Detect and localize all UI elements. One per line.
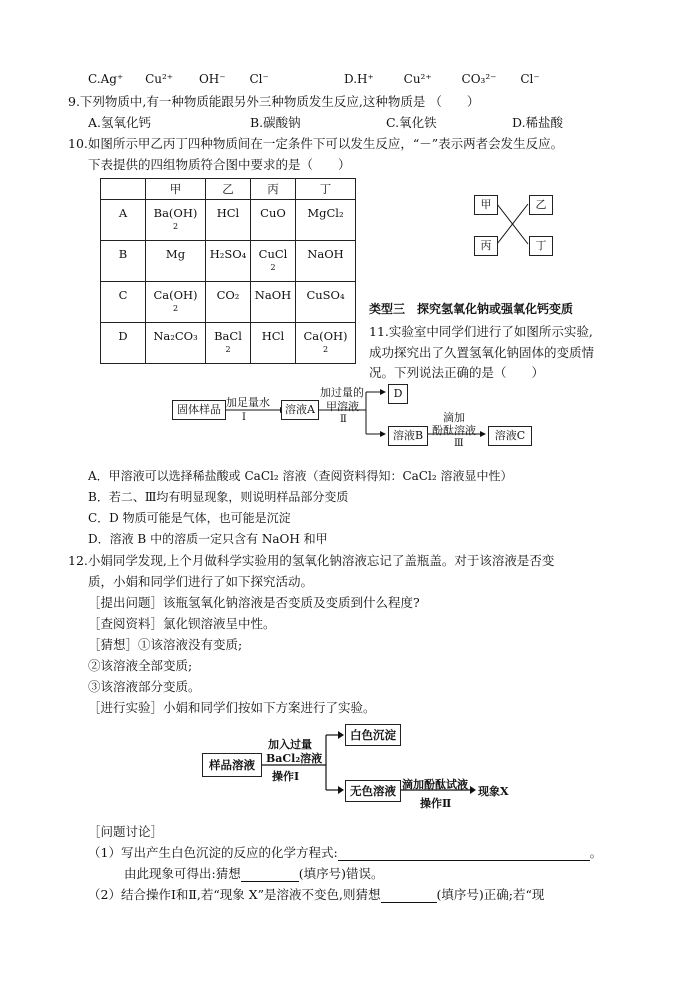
q12-add1: 加入过量: [268, 738, 312, 751]
q12-d1-line: [88, 843, 602, 861]
cell-text: Ca(OH): [153, 288, 198, 302]
q12-colorless-box: 无色溶液: [345, 780, 401, 802]
q12-d2-text: （2）结合操作Ⅰ和Ⅱ,若“现象 X”是溶液不变色,则猜想: [88, 887, 381, 902]
q12-experiment: ［进行实验］小娟和同学们按如下方案进行了实验。: [88, 700, 376, 715]
q12-stem-line2: 质，小娟和同学们进行了如下探究活动。: [88, 574, 314, 589]
q8-c-4: Cl⁻: [249, 72, 269, 86]
q11-option-d: D．溶液 B 中的溶质一定只含有 NaOH 和甲: [88, 532, 328, 546]
q9-option-c: C.氧化铁: [386, 115, 437, 130]
q12-guess2: ②该溶液全部变质;: [88, 658, 193, 673]
q11-option-c: C．D 物质可能是气体，也可能是沉淀: [88, 511, 291, 525]
q12-phenol: 滴加酚酞试液: [402, 778, 468, 791]
cell-subscript: 2: [172, 304, 179, 313]
q12-d1b-line: [124, 864, 383, 882]
q11-D-box: D: [388, 384, 408, 404]
cell-text: A: [118, 206, 128, 220]
q12-op2: 操作Ⅱ: [420, 797, 452, 810]
q11-stem-line1: 11.实验室中同学们进行了如图所示实验,: [369, 324, 593, 339]
q12-op1: 操作Ⅰ: [272, 770, 300, 783]
q10-diagram-jia: 甲: [474, 195, 498, 215]
q11-step3-label2: 酚酞溶液: [432, 424, 476, 437]
q11-sample-box: 固体样品: [172, 400, 226, 420]
q12-guess3: ③该溶液部分变质。: [88, 679, 201, 694]
q11-option-b: B．若二、Ⅲ均有明显现象，则说明样品部分变质: [88, 490, 349, 504]
header-cell: 乙: [206, 179, 251, 200]
q10-diagram-bing: 丙: [474, 236, 498, 256]
q11-solA-box: 溶液A: [281, 400, 319, 420]
q12-d1c-text: (填序号)错误。: [298, 866, 384, 881]
q11-step2-label1: 加过量的: [320, 386, 364, 399]
q11-step2-num: Ⅱ: [340, 414, 347, 425]
cell-text: B: [118, 247, 128, 261]
q11-step1-label: 加足量水: [226, 396, 270, 409]
cell-text: MgCl₂: [307, 206, 344, 220]
cell-text: HCl: [216, 206, 240, 220]
q11-option-a: A．甲溶液可以选择稀盐酸或 CaCl₂ 溶液（查阅资料得知：CaCl₂ 溶液显中性）: [88, 469, 513, 483]
q8-c-1: C.Ag⁺: [88, 72, 124, 86]
cell-text: Ca(OH): [303, 329, 348, 343]
type3-title: 类型三 探究氢氧化钠或强氧化钙变质: [369, 302, 574, 316]
q9-option-d: D.稀盐酸: [512, 115, 564, 130]
q11-step2-label2: 甲溶液: [326, 400, 359, 413]
q11-solC-box: 溶液C: [488, 426, 532, 446]
cell-text: Mg: [165, 247, 186, 261]
cell-text: C: [118, 288, 128, 302]
q11-stem-line3: 况。下列说法正确的是（ ）: [369, 365, 545, 380]
cell-text: BaCl: [214, 329, 242, 343]
q8-d-1: D.H⁺: [344, 72, 374, 86]
q12-add2: BaCl₂溶液: [266, 752, 323, 765]
cell-text: NaOH: [307, 247, 344, 261]
q12-guess1: ［猜想］①该溶液没有变质;: [88, 637, 243, 652]
q11-step3-label1: 滴加: [443, 411, 465, 424]
q12-d1-end: 。: [589, 845, 603, 860]
q9-option-b: B.碳酸钠: [250, 115, 301, 130]
cell-text: H₂SO₄: [209, 247, 247, 261]
cell-text: CuSO₄: [306, 288, 345, 302]
q11-solB-box: 溶液B: [388, 426, 428, 446]
header-cell: 甲: [146, 179, 206, 200]
cell-text: CO₂: [216, 288, 240, 302]
q8-d-3: CO₃²⁻: [461, 72, 497, 86]
q10-stem-line2: 下表提供的四组物质符合图中要求的是（ ）: [88, 157, 351, 172]
cell-text: Na₂CO₃: [153, 329, 198, 343]
cell-text: D: [118, 329, 128, 343]
q10-diagram-yi: 乙: [529, 195, 553, 215]
header-cell: 丙: [251, 179, 296, 200]
q8-c-3: OH⁻: [198, 72, 226, 86]
q12-white-precip-box: 白色沉淀: [345, 724, 401, 746]
q11-step1-num: Ⅰ: [242, 412, 246, 423]
cell-subscript: 2: [322, 345, 329, 354]
q8-c-2: Cu²⁺: [145, 72, 174, 86]
answer-blank[interactable]: [241, 867, 299, 882]
q10-diagram-ding: 丁: [529, 236, 553, 256]
q11-stem-line2: 成功探究出了久置氢氧化钠固体的变质情: [369, 345, 595, 360]
cell-text: NaOH: [254, 288, 292, 302]
cell-subscript: 2: [225, 345, 231, 354]
cell-text: CuCl: [258, 247, 288, 261]
q12-d2-line: [88, 885, 544, 903]
cell-text: HCl: [261, 329, 285, 343]
q12-d1b-text: 由此现象可得出:猜想: [124, 866, 241, 881]
cell-subscript: 2: [270, 263, 276, 272]
q12-problem: ［提出问题］该瓶氢氧化钠溶液是否变质及变质到什么程度?: [88, 595, 420, 610]
q12-d2b-text: (填序号)正确;若“现: [436, 887, 545, 902]
q9-stem: 9.下列物质中,有一种物质能跟另外三种物质发生反应,这种物质是 （ ）: [68, 94, 480, 109]
q12-sample-box: 样品溶液: [202, 753, 262, 777]
header-cell: 丁: [296, 179, 356, 200]
q12-stem-line1: 12.小娟同学发现,上个月做科学实验用的氢氧化钠溶液忘记了盖瓶盖。对于该溶液是否变: [68, 553, 555, 568]
q12-discussion: ［问题讨论］: [88, 824, 164, 839]
q10-stem-line1: 10.如图所示甲乙丙丁四种物质间在一定条件下可以发生反应，“－”表示两者会发生反应。: [68, 136, 564, 151]
q8-d-4: Cl⁻: [520, 72, 540, 86]
q8-d-2: Cu²⁺: [403, 72, 432, 86]
cell-subscript: 2: [172, 222, 179, 231]
cell-text: CuO: [260, 206, 286, 220]
q12-phenomenon-x: 现象X: [478, 785, 509, 798]
answer-blank[interactable]: [338, 846, 590, 861]
q9-option-a: A.氢氧化钙: [88, 115, 152, 130]
q11-step3-num: Ⅲ: [454, 438, 464, 449]
q12-consult: ［查阅资料］氯化钡溶液呈中性。: [88, 616, 276, 631]
q12-d1-text: （1）写出产生白色沉淀的反应的化学方程式:: [88, 845, 338, 860]
answer-blank[interactable]: [381, 888, 437, 903]
cell-text: Ba(OH): [153, 206, 198, 220]
